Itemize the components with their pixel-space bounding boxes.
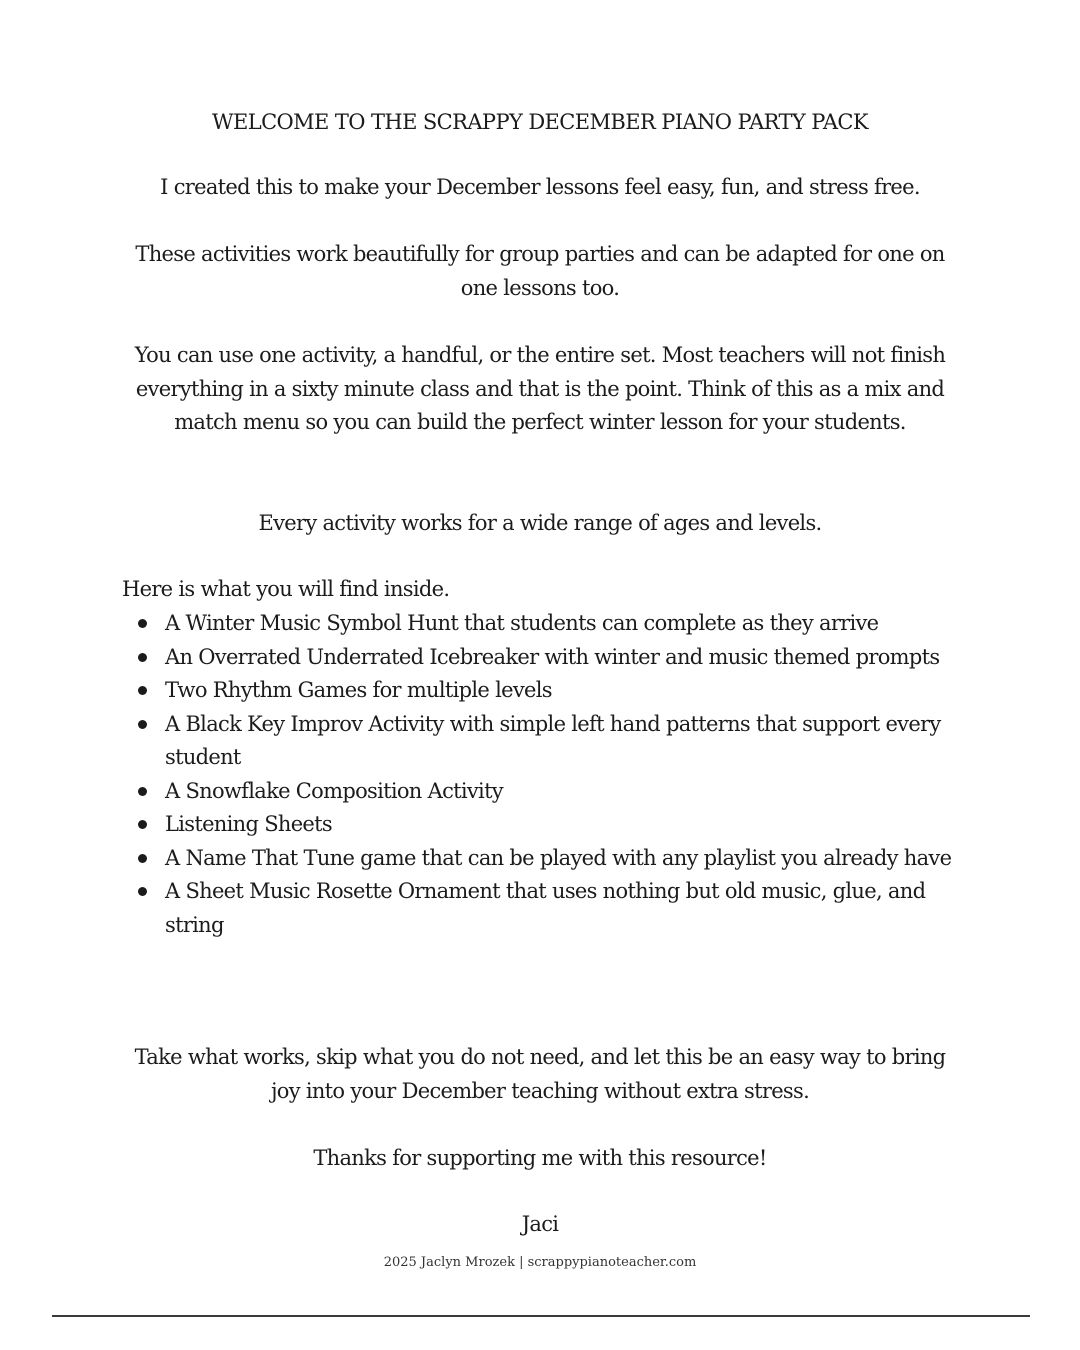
list-item: [122, 607, 952, 641]
bullet-icon: [138, 686, 147, 695]
bottom-divider: [52, 1315, 1030, 1317]
list-item: [122, 842, 952, 876]
bullet-icon: [138, 820, 147, 829]
list-item-text: A Snowflake Composition Activity: [165, 778, 503, 803]
thanks-line: Thanks for supporting me with this resource!: [313, 1146, 767, 1170]
bullet-icon: [138, 619, 147, 628]
inside-list-heading: Here is what you will find inside.: [122, 577, 450, 601]
closing-paragraph: Take what works, skip what you do not need, and let this be an easy way to bring joy into your December teaching without extra stress.: [134, 1045, 946, 1103]
list-item-text: Listening Sheets: [165, 812, 332, 836]
list-item-text: A Black Key Improv Activity with simple left hand patterns that support every student: [165, 711, 941, 769]
group-parties-paragraph: These activities work beautifully for group parties and can be adapted for one on one lessons too.: [135, 242, 945, 300]
page-title: WELCOME TO THE SCRAPPY DECEMBER PIANO PARTY PACK: [212, 110, 868, 134]
intro-paragraph: I created this to make your December lessons feel easy, fun, and stress free.: [160, 175, 920, 199]
ages-levels-paragraph: Every activity works for a wide range of ages and levels.: [258, 511, 822, 535]
list-item: [122, 808, 952, 842]
list-item: [122, 641, 952, 675]
list-item: [122, 708, 952, 775]
bullet-icon: [138, 720, 147, 729]
list-item: [122, 775, 952, 809]
list-item: [122, 674, 952, 708]
copyright-footer: 2025 Jaclyn Mrozek | scrappypianoteacher.com: [383, 1255, 697, 1270]
usage-paragraph: You can use one activity, a handful, or the entire set. Most teachers will not finish everything in a sixty minute class and that is the point. Think of this as a mix and match menu so you can build the perfect winter lesson for your students.: [134, 343, 946, 434]
signature: Jaci: [521, 1212, 559, 1236]
list-item-text: A Name That Tune game that can be played with any playlist you already have: [165, 845, 952, 870]
list-item-text: Two Rhythm Games for multiple levels: [165, 678, 552, 702]
bullet-icon: [138, 854, 147, 863]
list-item-text: A Winter Music Symbol Hunt that students can complete as they arrive: [165, 611, 879, 635]
list-item-text: An Overrated Underrated Icebreaker with winter and music themed prompts: [165, 644, 940, 669]
bullet-icon: [138, 787, 147, 796]
list-item: [122, 875, 952, 942]
activity-list: [122, 607, 952, 942]
list-item-text: A Sheet Music Rosette Ornament that uses nothing but old music, glue, and string: [165, 879, 926, 937]
bullet-icon: [138, 887, 147, 896]
bullet-icon: [138, 653, 147, 662]
